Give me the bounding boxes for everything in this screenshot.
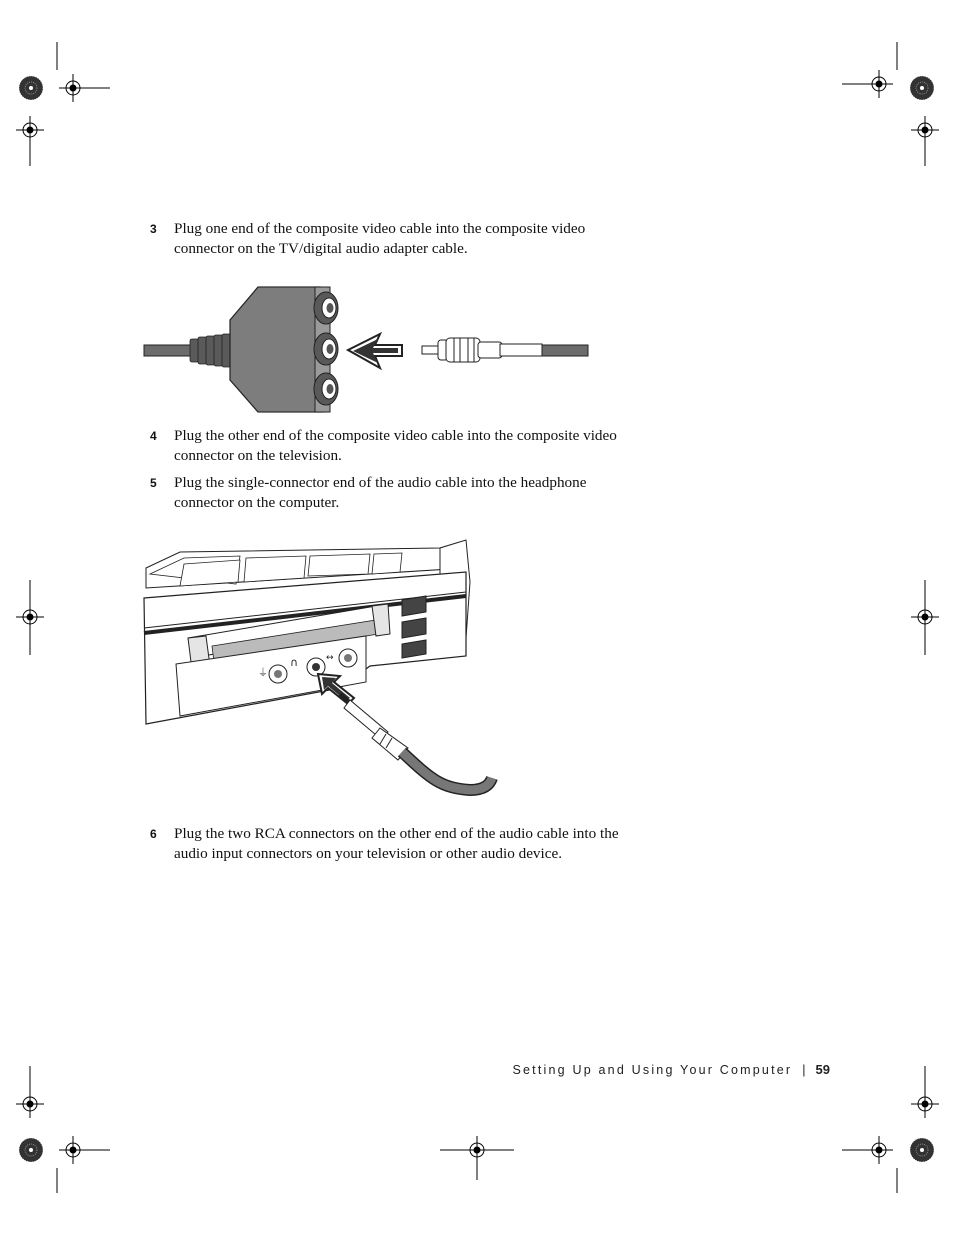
page-footer (512, 1062, 830, 1077)
step-number: 6 (150, 827, 157, 841)
footer-separator: | (802, 1062, 806, 1077)
laptop-headphone-jack-illustration (140, 538, 500, 798)
step-4 (150, 426, 630, 465)
step-number: 4 (150, 429, 157, 443)
step-number: 3 (150, 222, 157, 236)
composite-video-adapter-illustration (140, 282, 600, 422)
step-6 (150, 824, 630, 863)
page-number: 59 (815, 1062, 830, 1077)
step-5 (150, 473, 630, 512)
step-text: Plug the two RCA connectors on the other end of the audio cable into the audio input connectors on your television or other audio device. (174, 825, 619, 862)
step-text: Plug the single-connector end of the audio cable into the headphone connector on the computer. (174, 474, 587, 511)
step-number: 5 (150, 476, 157, 490)
svg-text:⏚: ⏚ (258, 668, 268, 679)
section-title: Setting Up and Using Your Computer (512, 1062, 793, 1077)
svg-text:↔: ↔ (326, 653, 334, 663)
svg-text:∩: ∩ (290, 656, 299, 669)
step-3 (150, 219, 630, 258)
step-text: Plug the other end of the composite video cable into the composite video connector on the television. (174, 427, 617, 464)
step-text: Plug one end of the composite video cable into the composite video connector on the TV/digital audio adapter cable. (174, 220, 586, 257)
